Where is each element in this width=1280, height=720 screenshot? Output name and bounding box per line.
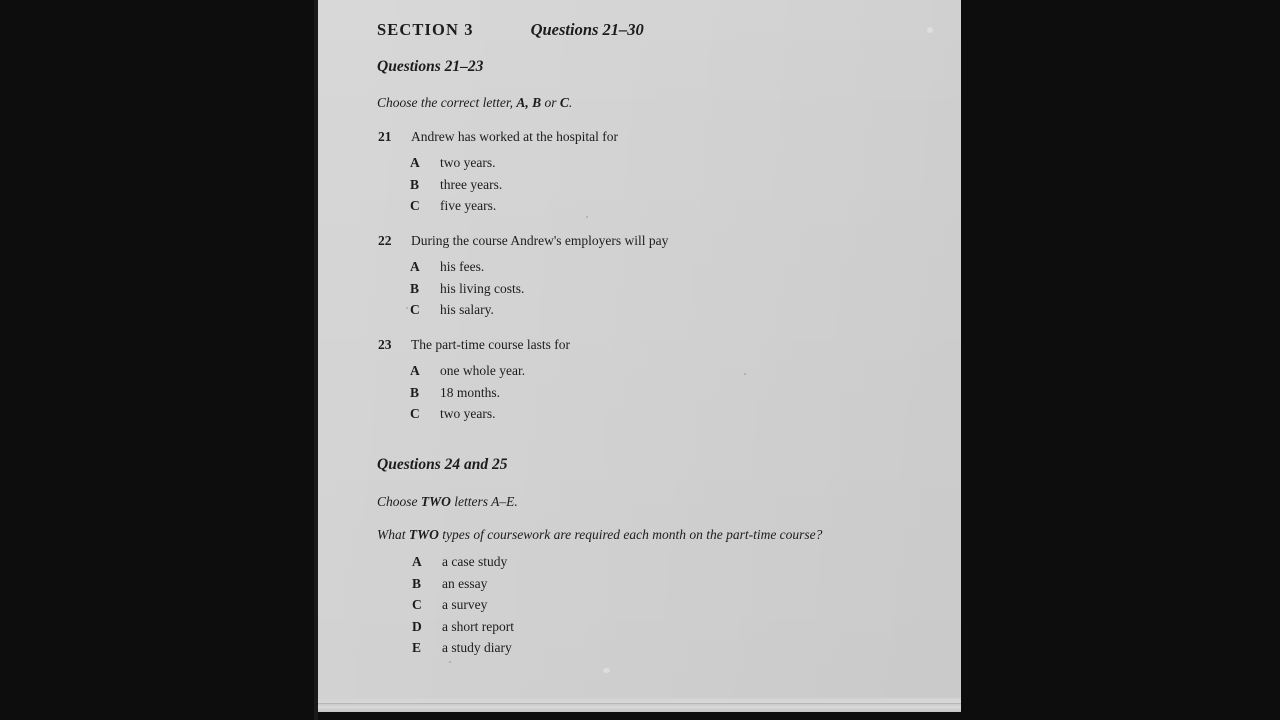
- section-title: SECTION 3: [377, 20, 474, 39]
- instruction-letters-ab: A, B: [516, 95, 542, 110]
- prompt-two: TWO: [408, 527, 439, 542]
- question-23-stem: [318, 337, 961, 358]
- option-b[interactable]: [318, 576, 961, 598]
- question-23-option-c[interactable]: [318, 406, 961, 428]
- question-22-option-b[interactable]: [318, 281, 961, 303]
- instruction-prefix: Choose the correct letter,: [377, 95, 517, 110]
- question-22-stem: [318, 233, 961, 254]
- prompt-prefix: What: [377, 527, 409, 542]
- option-letter: D: [412, 618, 422, 634]
- instruction-prefix: Choose: [377, 494, 421, 509]
- scan-speck: [586, 216, 588, 218]
- prompt-suffix: types of coursework are required each month on the part-time course?: [438, 527, 823, 542]
- question-21-number: 21: [378, 129, 392, 144]
- option-e[interactable]: [318, 640, 961, 662]
- question-22-option-a[interactable]: [318, 259, 961, 281]
- option-text: two years.: [440, 155, 496, 170]
- question-22-option-c[interactable]: [318, 302, 961, 324]
- option-text: one whole year.: [440, 363, 526, 378]
- instruction-period: .: [568, 95, 573, 110]
- instruction-conjunction: or: [541, 95, 560, 110]
- option-text: three years.: [440, 176, 503, 192]
- option-letter: B: [410, 280, 420, 296]
- prompt-24-25: [377, 527, 822, 543]
- option-text: two years.: [440, 406, 496, 421]
- option-letter: C: [412, 597, 422, 612]
- question-21: [318, 129, 961, 220]
- option-letter: B: [410, 384, 420, 400]
- option-text: his salary.: [440, 302, 494, 317]
- question-23-text: The part-time course lasts for: [411, 337, 570, 352]
- question-21-text: Andrew has worked at the hospital for: [411, 129, 618, 144]
- option-text: his fees.: [440, 259, 485, 274]
- option-letter: C: [410, 302, 420, 317]
- instruction-suffix: letters A–E.: [450, 494, 518, 509]
- option-letter: A: [410, 259, 420, 274]
- instruction-21-23: [377, 95, 572, 111]
- option-letter: C: [410, 406, 420, 421]
- question-23-option-a[interactable]: [318, 363, 961, 385]
- question-23-number: 23: [378, 337, 392, 352]
- group-heading-21-23: Questions 21–23: [377, 58, 484, 75]
- instruction-two: TWO: [420, 494, 451, 509]
- option-letter: C: [410, 198, 420, 213]
- question-22-text: During the course Andrew's employers will pay: [411, 233, 669, 248]
- question-24-25-options: [318, 554, 961, 662]
- question-21-option-b[interactable]: [318, 177, 961, 199]
- question-21-stem: [318, 129, 961, 150]
- scan-smudge: [603, 668, 610, 673]
- question-23-option-b[interactable]: [318, 385, 961, 407]
- section-question-range: Questions 21–30: [530, 20, 644, 39]
- question-21-option-a[interactable]: [318, 155, 961, 177]
- scan-speck: [406, 307, 408, 309]
- question-22: [318, 233, 961, 324]
- option-text: 18 months.: [440, 384, 501, 400]
- page-content: [318, 0, 961, 712]
- option-letter: E: [412, 640, 422, 655]
- option-letter: A: [410, 155, 420, 170]
- section-header: [377, 20, 644, 40]
- option-text: five years.: [440, 198, 497, 213]
- instruction-24-25: [377, 494, 518, 510]
- option-letter: A: [410, 363, 420, 378]
- question-21-option-c[interactable]: [318, 198, 961, 220]
- option-letter: B: [412, 575, 422, 591]
- exam-page: [318, 0, 961, 712]
- option-text: an essay: [442, 575, 488, 591]
- option-d[interactable]: [318, 619, 961, 641]
- question-23: [318, 337, 961, 428]
- scan-speck: [449, 661, 451, 663]
- option-a[interactable]: [318, 554, 961, 576]
- group-heading-24-25: Questions 24 and 25: [377, 456, 508, 473]
- option-text: a study diary: [442, 640, 512, 655]
- option-text: a case study: [442, 554, 508, 569]
- option-letter: A: [412, 554, 422, 569]
- option-letter: B: [410, 176, 420, 192]
- scan-smudge: [927, 27, 933, 33]
- letterbox-left: [0, 0, 318, 720]
- option-c[interactable]: [318, 597, 961, 619]
- instruction-letter-c: C: [559, 95, 569, 110]
- question-22-number: 22: [378, 233, 392, 248]
- letterbox-right: [961, 0, 1280, 720]
- scan-speck: [744, 373, 746, 375]
- page-bottom-edge: [318, 698, 961, 712]
- option-text: a short report: [442, 618, 514, 634]
- option-text: a survey: [442, 597, 488, 612]
- option-text: his living costs.: [440, 280, 525, 296]
